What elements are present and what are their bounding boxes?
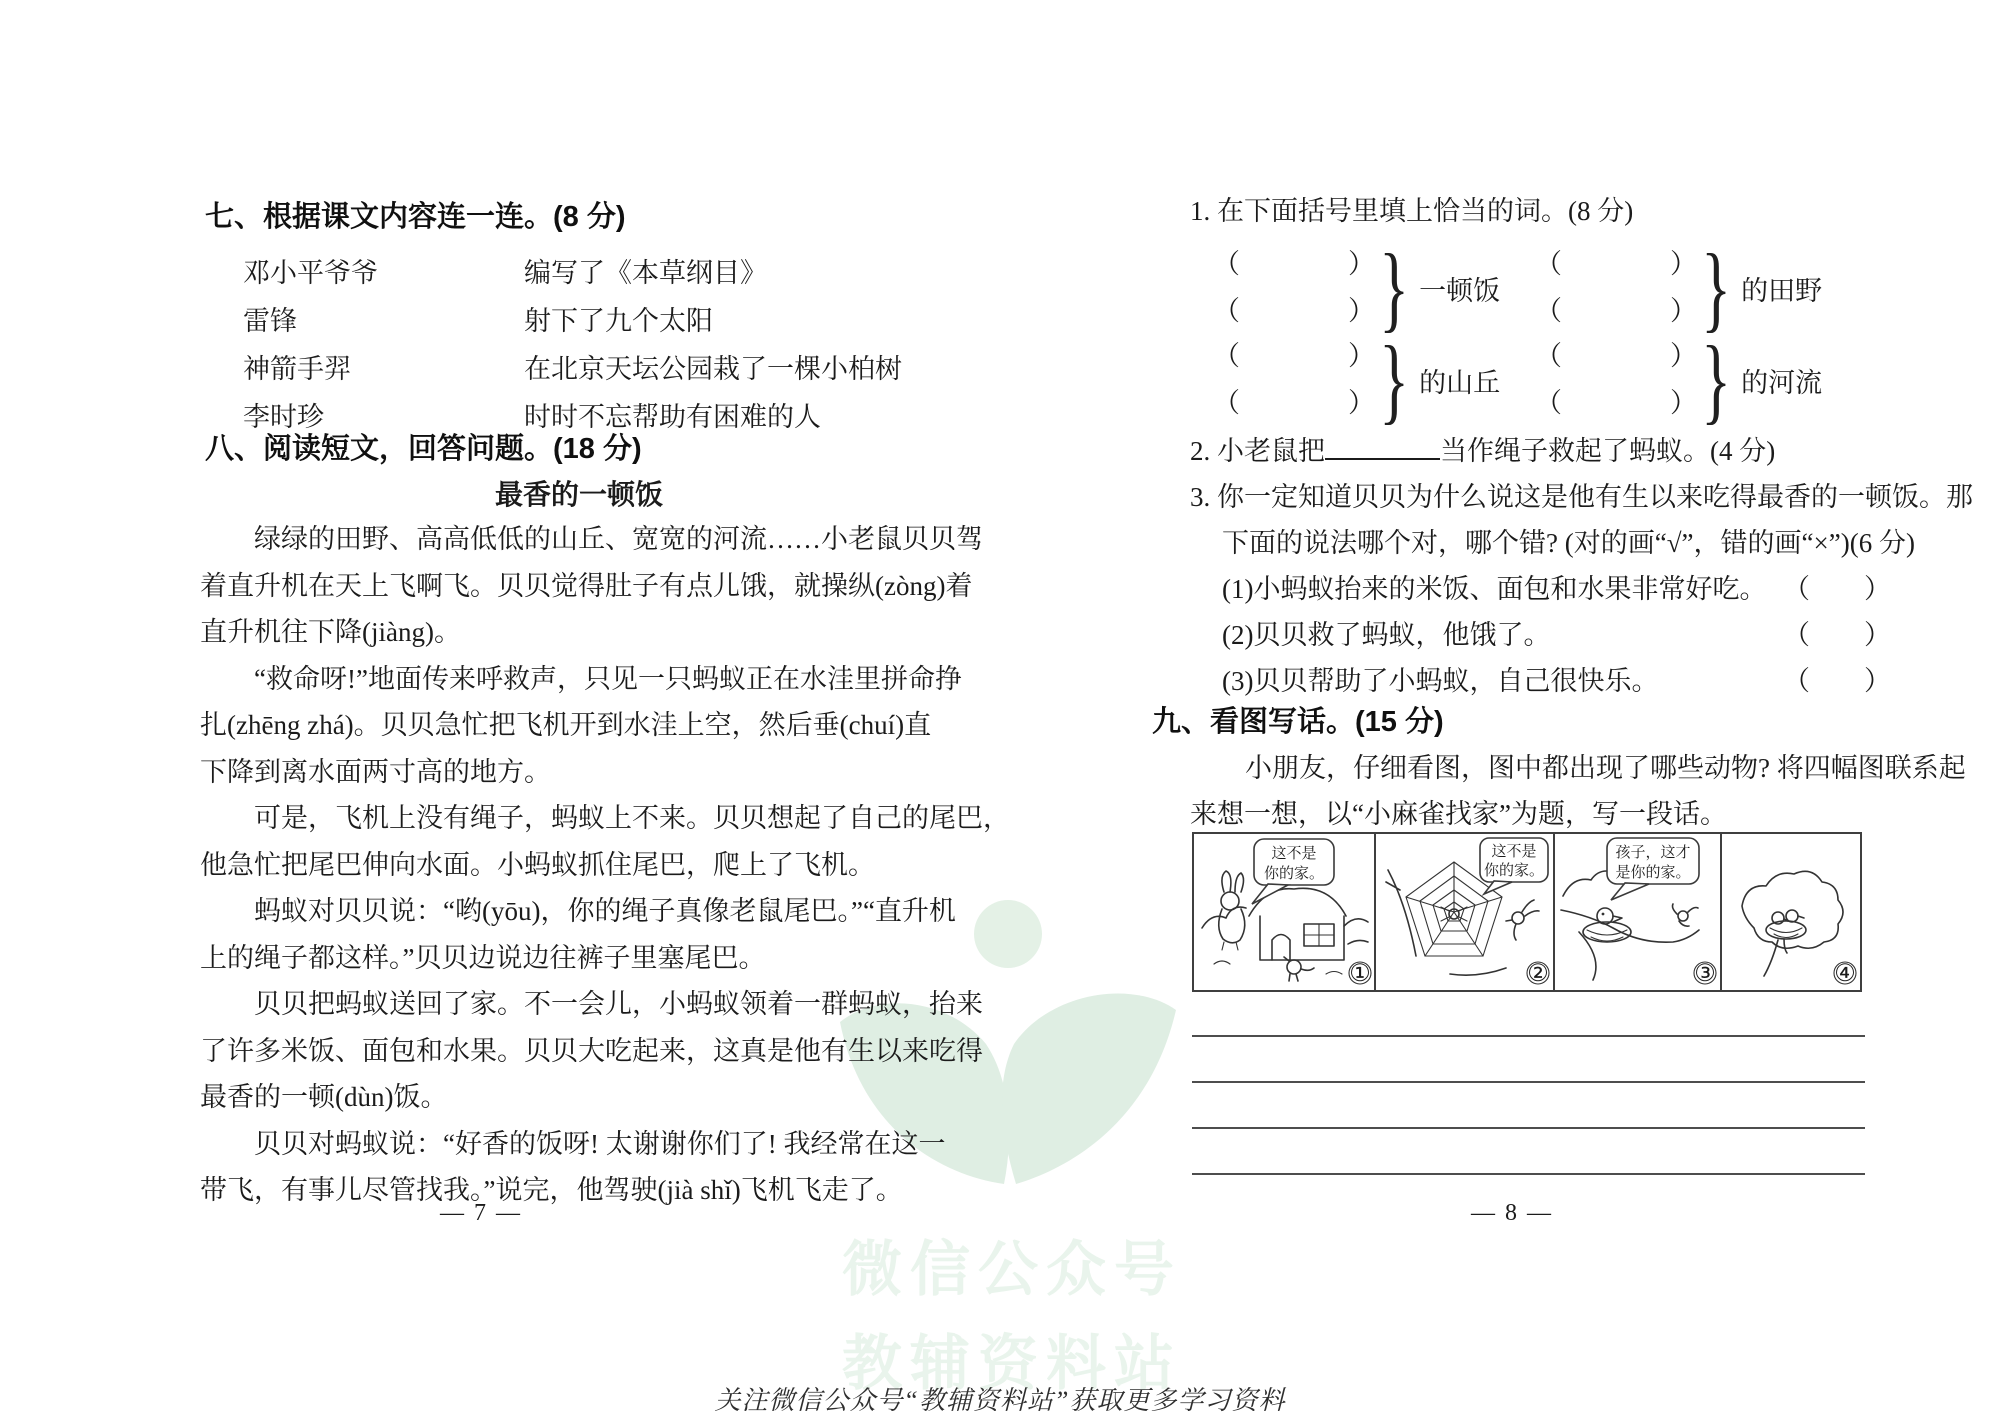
sparrow — [1512, 912, 1524, 924]
fill-bracket: （ ） — [1213, 341, 1375, 371]
logo-dot — [974, 900, 1042, 968]
bracket-group-label: 的田野 — [1741, 275, 1823, 306]
story-line: 他急忙把尾巴伸向水面。小蚂蚁抓住尾巴，爬上了飞机。 — [200, 849, 875, 880]
fill-bracket: （ ） — [1213, 388, 1375, 418]
curly-brace: } — [1379, 326, 1410, 433]
story-line: 可是，飞机上没有绳子，蚂蚁上不来。贝贝想起了自己的尾巴， — [200, 803, 1010, 833]
question-3-line-2: 下面的说法哪个对，哪个错? (对的画“√”，错的画“×”)(6 分) — [1222, 528, 1915, 558]
house-door — [1272, 935, 1290, 961]
bracket-group-deheliu — [1535, 326, 1823, 433]
rabbit-ears — [1222, 871, 1244, 892]
little-sparrow — [1678, 911, 1688, 921]
answer-bracket: （ ） — [1783, 620, 1891, 650]
section-9-intro-line-1: 小朋友，仔细看图，图中都出现了哪些动物? 将四幅图联系起 — [1245, 753, 1966, 783]
story-line: 绿绿的田野、高高低低的山丘、宽宽的河流……小老鼠贝贝驾 — [200, 524, 983, 554]
speech-bubble-text: 你的家。 — [1263, 865, 1325, 882]
fill-bracket: （ ） — [1535, 341, 1697, 371]
page-number-8: — 8 — — [1471, 1200, 1553, 1226]
fill-bracket: （ ） — [1535, 388, 1697, 418]
bracket-group-label: 的河流 — [1741, 367, 1823, 398]
match-left-item: 李时珍 — [243, 402, 324, 432]
story-line: 贝贝对蚂蚁说：“好香的饭呀! 太谢谢你们了! 我经常在这一 — [200, 1128, 946, 1159]
fill-bracket: （ ） — [1213, 296, 1375, 326]
match-right-item: 射下了九个太阳 — [524, 306, 713, 336]
match-right-item: 时时不忘帮助有困难的人 — [524, 402, 821, 432]
story-line: 贝贝把蚂蚁送回了家。不一会儿，小蚂蚁领着一群蚂蚁，抬来 — [200, 989, 983, 1019]
match-right-item: 编写了《本草纲目》 — [524, 258, 767, 288]
speech-bubble-text: 这不是 — [1271, 845, 1317, 862]
match-right-item: 在北京天坛公园栽了一棵小柏树 — [524, 354, 902, 384]
writing-line — [1192, 1035, 1865, 1037]
story-line: 最香的一顿(dùn)饭。 — [200, 1082, 448, 1112]
question-3-line-1: 3. 你一定知道贝贝为什么说这是他有生以来吃得最香的一顿饭。那 — [1190, 482, 1973, 512]
tf-statement-1: (1)小蚂蚁抬来的米饭、面包和水果非常好吃。 — [1222, 574, 1767, 604]
panel-number: ④ — [1834, 961, 1856, 987]
watermark-line-2: 教辅资料站 — [842, 1330, 1182, 1397]
tf-statement-3: (3)贝贝帮助了小蚂蚁，自己很快乐。 — [1222, 666, 1659, 696]
writing-line — [1192, 1127, 1865, 1129]
question-2-suffix: 当作绳子救起了蚂蚁。(4 分) — [1440, 436, 1776, 466]
question-1-heading: 1. 在下面括号里填上恰当的词。(8 分) — [1190, 196, 1634, 226]
curly-brace: } — [1701, 234, 1732, 341]
question-2-prefix: 2. 小老鼠把 — [1190, 436, 1325, 466]
story-line: 着直升机在天上飞啊飞。贝贝觉得肚子有点儿饿，就操纵(zòng)着 — [200, 570, 973, 601]
nest — [1766, 921, 1806, 939]
speech-bubble-text: 你的家。 — [1483, 862, 1545, 879]
page-number-7: — 7 — — [440, 1200, 522, 1226]
tf-statement-2: (2)贝贝救了蚂蚁，他饿了。 — [1222, 620, 1551, 650]
comic-strip — [1192, 832, 1862, 992]
match-left-item: 神箭手羿 — [243, 354, 351, 384]
tree-branch — [1561, 910, 1699, 980]
story-line: 下降到离水面两寸高的地方。 — [200, 756, 551, 787]
story-line: 上的绳子都这样。”贝贝边说边往裤子里塞尾巴。 — [200, 942, 766, 973]
panel-number: ① — [1349, 961, 1371, 987]
logo-right-leaf — [1002, 993, 1176, 1184]
bracket-group-label: 的山丘 — [1419, 367, 1501, 398]
section-9-intro-line-2: 来想一想，以“小麻雀找家”为题，写一段话。 — [1190, 799, 1727, 829]
section-8-heading: 八、阅读短文，回答问题。(18 分) — [205, 433, 642, 465]
answer-bracket: （ ） — [1783, 666, 1891, 696]
fill-in-blank-line — [1325, 434, 1440, 460]
bracket-pair-column — [1535, 241, 1697, 335]
question-2 — [1190, 428, 1775, 475]
comic-panel-1 — [1194, 834, 1376, 990]
watermark-line-1: 微信公众号 — [842, 1236, 1182, 1303]
bracket-group-deshanqiu — [1213, 326, 1501, 433]
bracket-group-yidunfan — [1213, 234, 1501, 341]
panel-number: ② — [1527, 961, 1549, 987]
fill-bracket: （ ） — [1213, 249, 1375, 279]
bracket-pair-column — [1213, 333, 1375, 427]
comic-panel-3 — [1555, 834, 1722, 990]
rabbit-head — [1221, 892, 1239, 910]
bracket-pair-column — [1213, 241, 1375, 335]
fill-bracket: （ ） — [1535, 296, 1697, 326]
answer-bracket: （ ） — [1783, 574, 1891, 604]
bracket-group-label: 一顿饭 — [1419, 275, 1501, 306]
comic-panel-2 — [1376, 834, 1555, 990]
writing-line — [1192, 1081, 1865, 1083]
bracket-pair-column — [1535, 333, 1697, 427]
story-line: “救命呀!”地面传来呼救声，只见一只蚂蚁正在水洼里拼命挣 — [200, 663, 962, 694]
story-line: 带飞，有事儿尽管找我。”说完，他驾驶(jià shǐ)飞机飞走了。 — [200, 1175, 903, 1205]
story-line: 了许多米饭、面包和水果。贝贝大吃起来，这真是他有生以来吃得 — [200, 1035, 983, 1066]
match-left-item: 雷锋 — [243, 306, 297, 336]
section-9-heading: 九、看图写话。(15 分) — [1152, 706, 1444, 738]
sparrow — [1287, 960, 1301, 974]
section-7-heading: 七、根据课文内容连一连。(8 分) — [205, 201, 626, 233]
speech-bubble-text: 孩子，这才 — [1615, 844, 1691, 861]
curly-brace: } — [1379, 234, 1410, 341]
watermark-footer-note: 关注微信公众号“教辅资料站”获取更多学习资料 — [714, 1386, 1286, 1414]
story-title: 最香的一顿饭 — [494, 479, 663, 510]
fill-bracket: （ ） — [1535, 249, 1697, 279]
writing-line — [1192, 1173, 1865, 1175]
story-body — [200, 516, 1010, 1214]
tree-branches — [1386, 870, 1506, 975]
story-line: 蚂蚁对贝贝说：“哟(yōu)，你的绳子真像老鼠尾巴。”“直升机 — [200, 896, 956, 926]
speech-bubble-text: 是你的家。 — [1615, 864, 1691, 881]
bracket-group-detianye — [1535, 234, 1823, 341]
story-line: 直升机往下降(jiàng)。 — [200, 617, 461, 647]
story-line: 扎(zhēng zhá)。贝贝急忙把飞机开到水洼上空，然后垂(chuí)直 — [200, 710, 932, 740]
speech-bubble-text: 这不是 — [1491, 843, 1537, 860]
curly-brace: } — [1701, 326, 1732, 433]
panel-number: ③ — [1694, 961, 1716, 987]
match-left-item: 邓小平爷爷 — [243, 258, 378, 288]
comic-panel-4 — [1722, 834, 1860, 990]
rabbit-body — [1219, 909, 1245, 943]
